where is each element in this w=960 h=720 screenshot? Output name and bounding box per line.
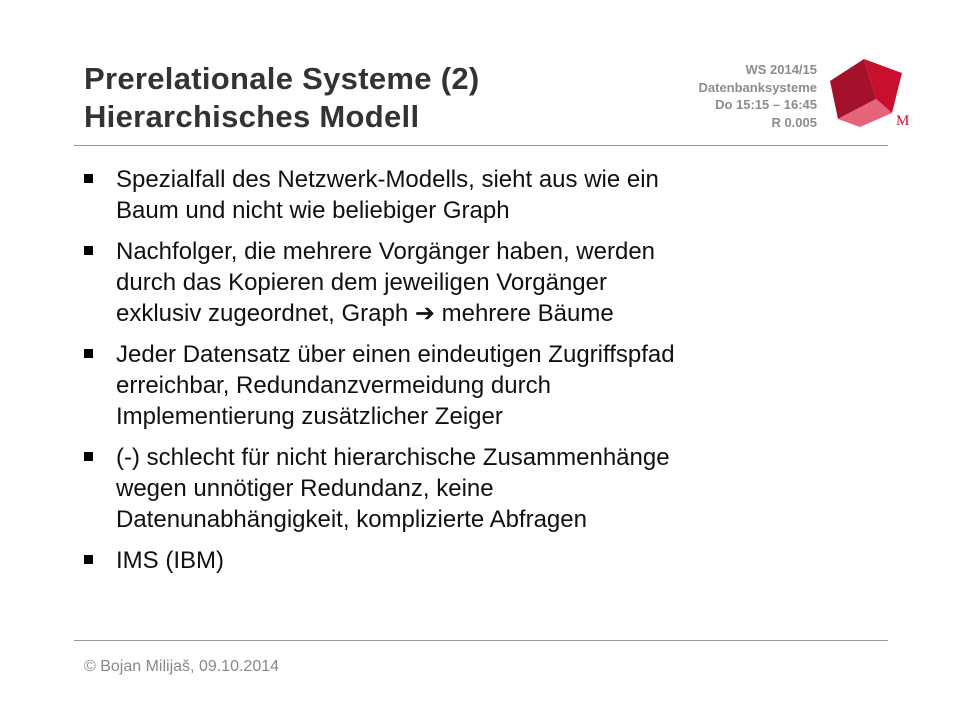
title-line-2: Hierarchisches Modell	[84, 99, 420, 134]
title-line-1: Prerelationale Systeme (2)	[84, 61, 480, 96]
university-logo	[826, 55, 912, 135]
bullet-text-line: Implementierung zusätzlicher Zeiger	[116, 403, 503, 430]
bullet-item	[80, 442, 870, 535]
slide-title	[84, 60, 479, 136]
bullet-text-line: IMS (IBM)	[116, 547, 224, 574]
square-bullet-icon	[84, 174, 93, 183]
bullet-text-line: Spezialfall des Netzwerk-Modells, sieht aus wie ein	[116, 166, 659, 193]
bullet-text-line: Jeder Datensatz über einen eindeutigen Zugriffspfad	[116, 341, 675, 368]
course-room: R 0.005	[771, 114, 817, 130]
bullet-text-line: exklusiv zugeordnet, Graph ➔ mehrere Bäume	[116, 300, 614, 327]
bullet-text-line: erreichbar, Redundanzvermeidung durch	[116, 372, 551, 399]
square-bullet-icon	[84, 555, 93, 564]
course-name: Datenbanksysteme	[698, 79, 817, 95]
bullet-text-line: durch das Kopieren dem jeweiligen Vorgänger	[116, 269, 607, 296]
bullet-item	[80, 545, 870, 576]
course-time: Do 15:15 – 16:45	[715, 97, 817, 112]
square-bullet-icon	[84, 349, 93, 358]
bullet-text-line: Nachfolger, die mehrere Vorgänger haben, werden	[116, 238, 656, 265]
title-divider	[74, 145, 888, 146]
logo-letter: M	[896, 113, 910, 129]
course-semester: WS 2014/15	[745, 62, 817, 77]
bullet-text-line: Baum und nicht wie beliebiger Graph	[116, 197, 510, 224]
square-bullet-icon	[84, 246, 93, 255]
bullet-text-line: wegen unnötiger Redundanz, keine	[116, 475, 494, 502]
bullet-item	[80, 236, 870, 329]
bullet-item	[80, 164, 870, 226]
footer-copyright: © Bojan Milijaš, 09.10.2014	[84, 658, 280, 675]
square-bullet-icon	[84, 452, 93, 461]
bullet-text-line: Datenunabhängigkeit, komplizierte Abfragen	[116, 506, 587, 533]
bullet-item	[80, 339, 870, 432]
bullet-text-line: (-) schlecht für nicht hierarchische Zusammenhänge	[116, 444, 670, 471]
course-info	[597, 61, 817, 131]
bullet-list	[80, 164, 870, 586]
footer-divider	[74, 640, 888, 641]
